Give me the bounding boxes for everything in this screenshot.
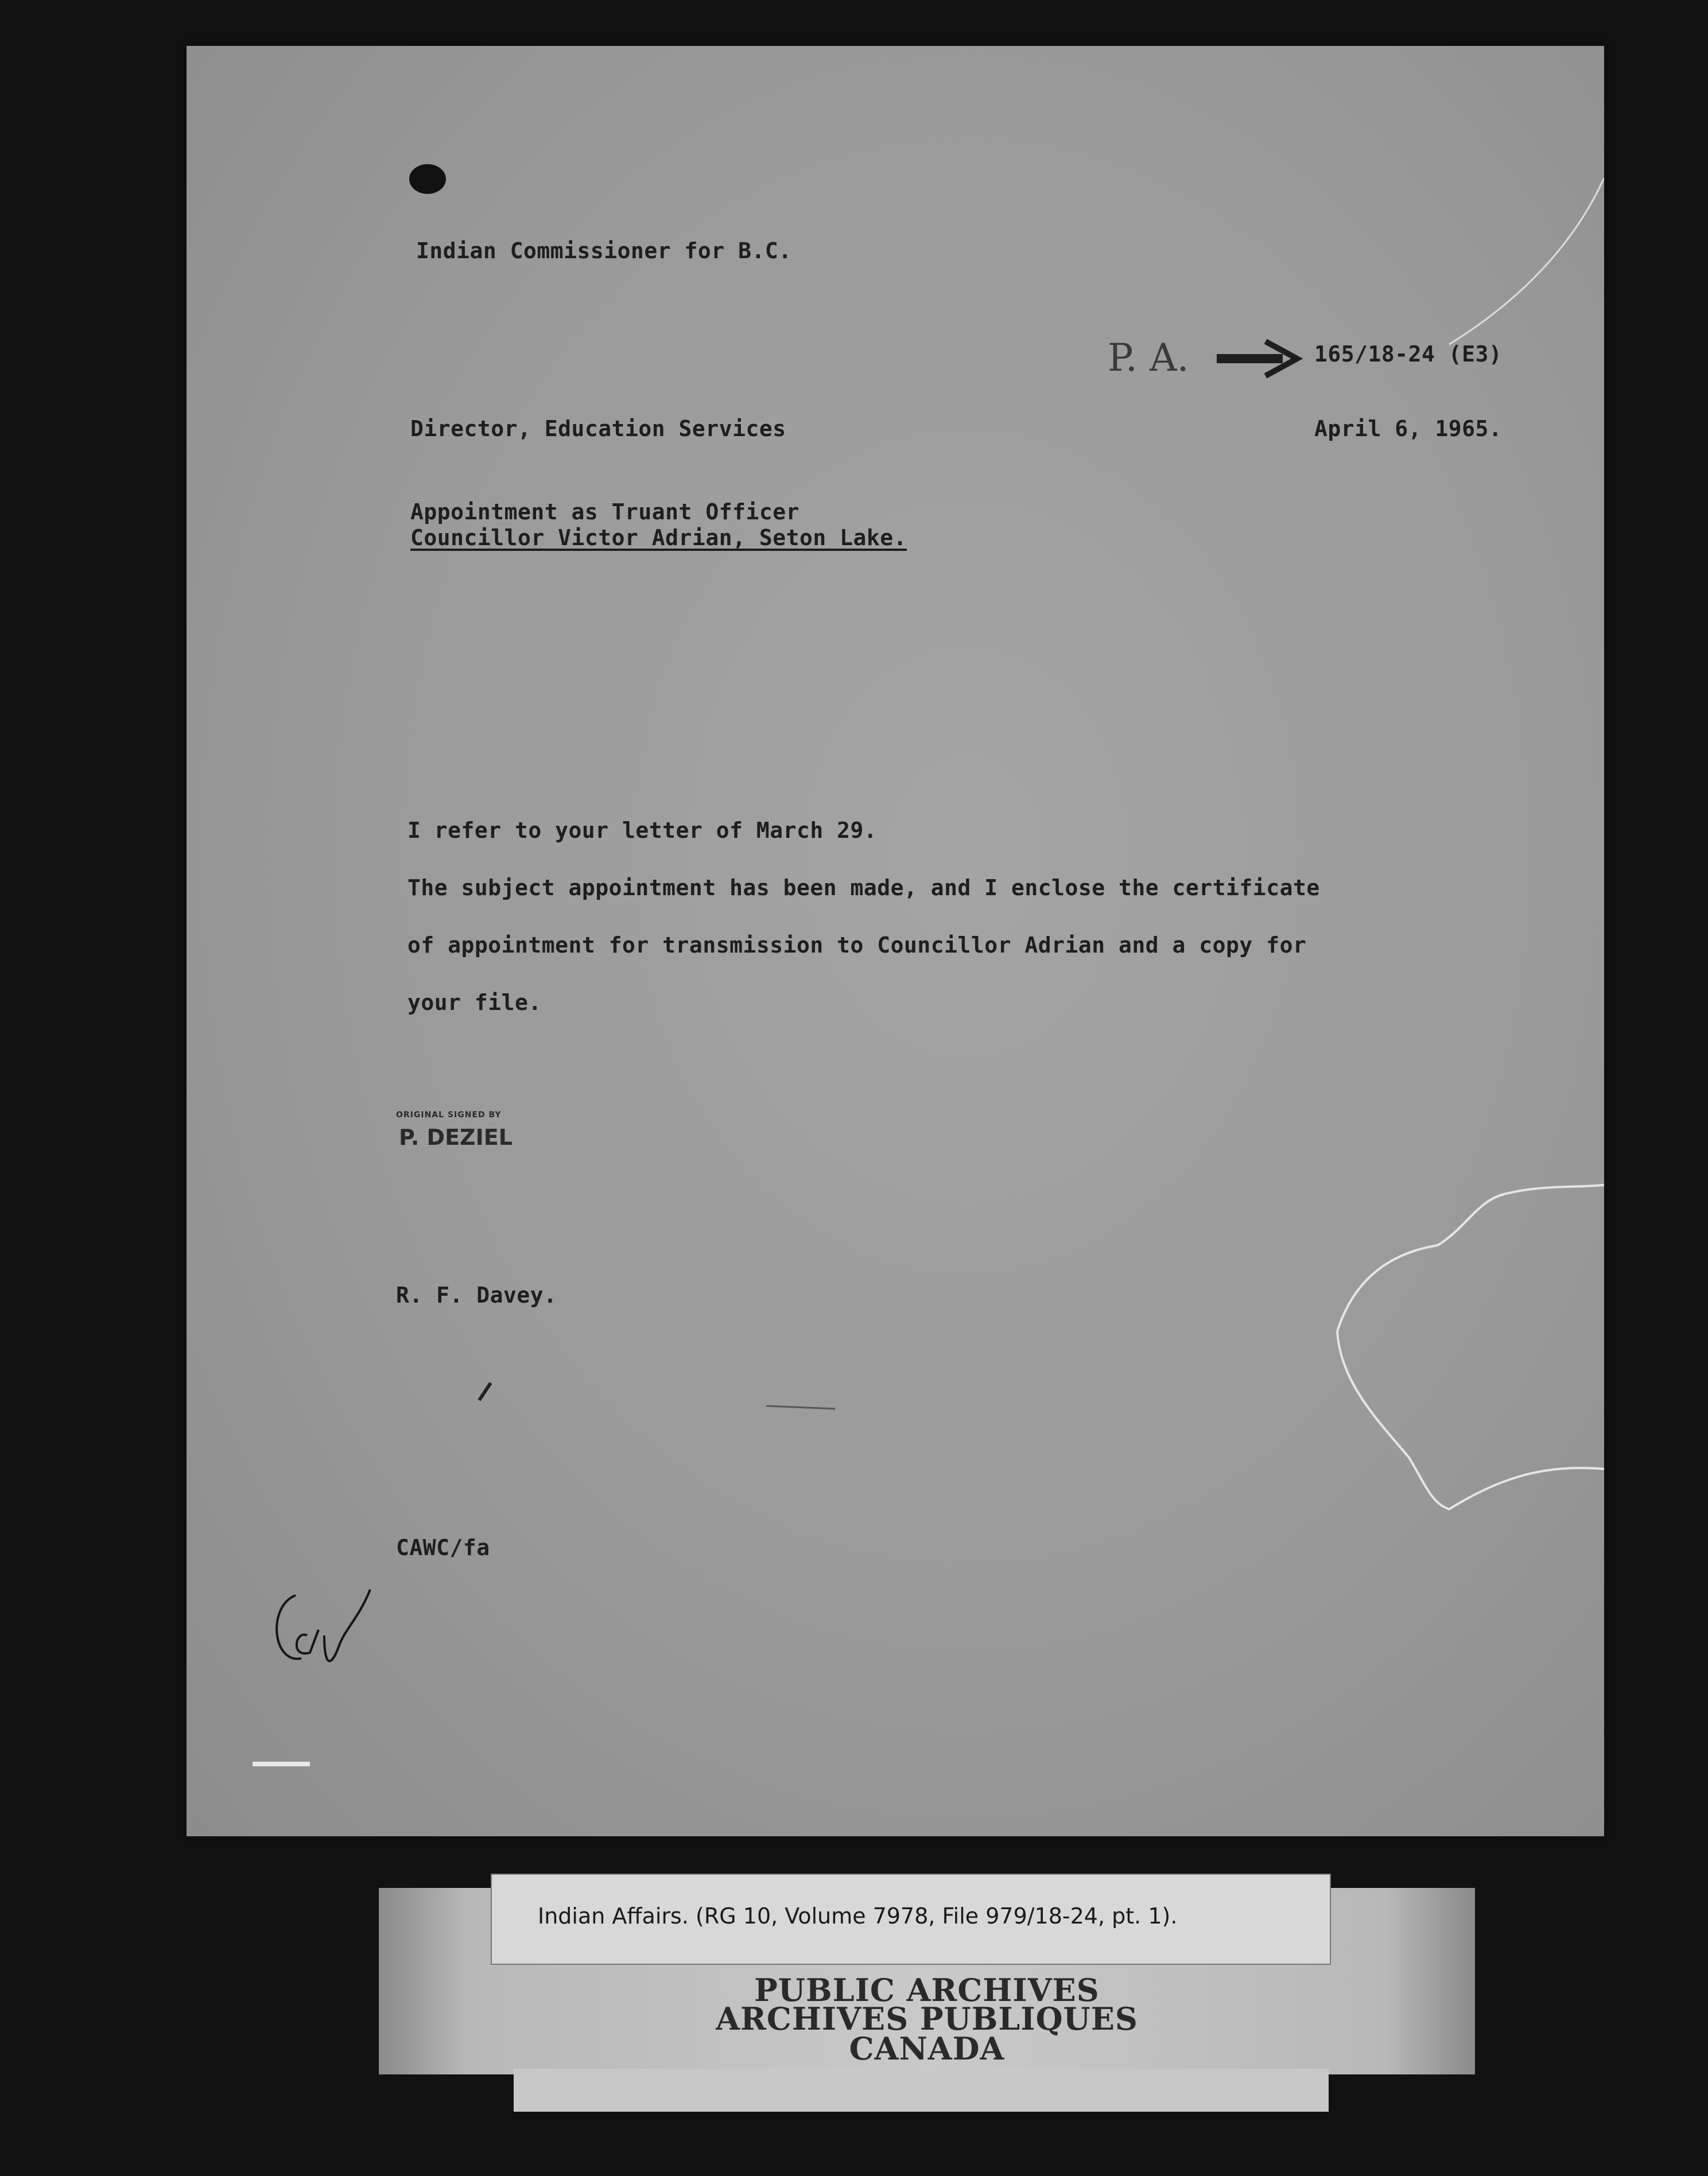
- body-line-3: of appointment for transmission to Councillor Adrian and a copy for: [407, 932, 1307, 958]
- pa-mark: P. A.: [1108, 336, 1189, 380]
- body-line-2: The subject appointment has been made, and I enclose the certificate: [407, 875, 1320, 900]
- archive-line-1: PUBLIC ARCHIVES: [754, 1972, 1100, 2008]
- reference-text: Indian Affairs. (RG 10, Volume 7978, File 979/18-24, pt. 1).: [538, 1903, 1178, 1929]
- body-line-1: I refer to your letter of March 29.: [407, 818, 878, 843]
- ink-blot: [409, 164, 446, 194]
- file-reference: 165/18-24 (E3): [1314, 341, 1503, 367]
- archive-line-2: ARCHIVES PUBLIQUES: [716, 2000, 1138, 2037]
- subject-line-2: Councillor Victor Adrian, Seton Lake.: [410, 525, 907, 550]
- recipient: Indian Commissioner for B.C.: [416, 238, 792, 263]
- signed-name: P. DEZIEL: [399, 1125, 513, 1150]
- initials: CAWC/fa: [396, 1535, 490, 1560]
- signatory: R. F. Davey.: [396, 1283, 557, 1308]
- subject-line-1: Appointment as Truant Officer: [410, 499, 799, 524]
- scribble-mark: [1337, 1185, 1604, 1509]
- signed-stamp: ORIGINAL SIGNED BY: [396, 1110, 502, 1120]
- arrow-icon: [1217, 341, 1297, 376]
- holder-bottom-strip: [514, 2069, 1329, 2112]
- stray-line: [766, 1406, 835, 1409]
- pencil-line: [1449, 178, 1604, 344]
- pencil-tick: [479, 1383, 491, 1400]
- letter-page: [187, 46, 1604, 1836]
- archive-line-3: CANADA: [849, 2030, 1005, 2067]
- reference-label: [491, 1874, 1331, 1965]
- letter-date: April 6, 1965.: [1314, 416, 1503, 441]
- sender: Director, Education Services: [410, 416, 786, 441]
- handwritten-initials: [277, 1590, 370, 1661]
- tape-strip: [253, 1762, 310, 1766]
- body-line-4: your file.: [407, 990, 542, 1015]
